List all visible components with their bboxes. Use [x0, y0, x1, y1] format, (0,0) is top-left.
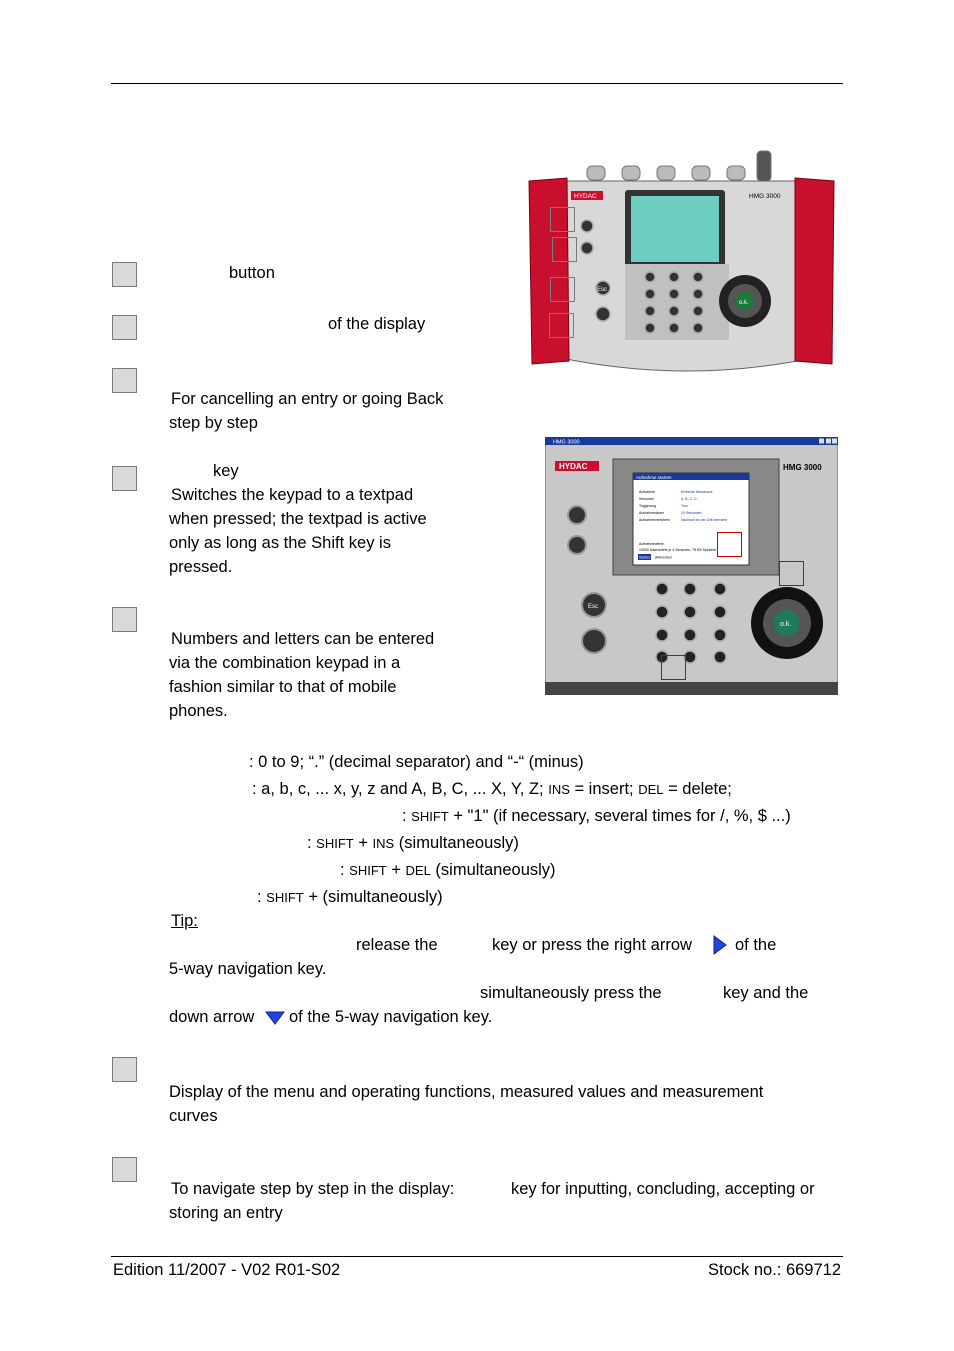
number-box-1: [112, 262, 137, 287]
entry4-b: +: [353, 834, 373, 852]
item6-line1: Display of the menu and operating functions, measured values and measurement: [169, 1083, 764, 1101]
dialog-row-1-key: Sensoren: [639, 497, 654, 501]
item3-line2: step by step: [169, 414, 258, 432]
screen-model: HMG 3000: [783, 463, 822, 472]
tip-line1-a: release the: [356, 936, 438, 954]
callout-2b: [779, 561, 804, 586]
tip-line4-a: down arrow: [169, 1008, 255, 1026]
entry4-c: (simultaneously): [394, 834, 519, 852]
entry2-ins: INS: [548, 782, 570, 797]
item3-line1: For cancelling an entry or going Back: [171, 390, 444, 408]
dialog-cancel-button[interactable]: Abbrechen: [655, 555, 672, 560]
entry3-b: + "1" (if necessary, several times for /, %, $ ...): [448, 807, 791, 825]
tip-line3-a: simultaneously press the: [480, 984, 662, 1002]
item2-label: of the display: [328, 315, 426, 333]
footer-edition: Edition 11/2007 - V02 R01-S02: [113, 1261, 341, 1279]
tip-line1-b: key or press the right arrow: [492, 936, 692, 954]
dialog-row-3-val: 10 Sekunden: [681, 511, 702, 515]
number-box-4: [112, 466, 137, 491]
header-rule: [111, 83, 843, 84]
screen-ok-label: o.k.: [780, 621, 792, 628]
entry6-shift: SHIFT: [266, 890, 304, 905]
tip-line1-c: of the: [735, 936, 777, 954]
item5-line2: via the combination keypad in a: [169, 654, 401, 672]
entry4-a: :: [307, 834, 317, 852]
item7-a: To navigate step by step in the display:: [171, 1180, 455, 1198]
dialog-info: 10000 Datenwerte je 4 Sensoren, 75 KB Speicher: [639, 548, 717, 552]
item7-c: storing an entry: [169, 1204, 283, 1222]
tip-label: Tip:: [171, 912, 198, 930]
screen-esc-label: Esc: [588, 604, 599, 610]
entry5-c: (simultaneously): [430, 861, 556, 879]
item4-key: key: [213, 462, 239, 480]
entry2-c: = delete;: [663, 780, 732, 798]
dialog-row-2-val: Tmo: [681, 504, 688, 508]
dialog-row-3-key: Aufnahmedauer: [639, 511, 664, 515]
entry2-b: = insert;: [569, 780, 639, 798]
entry5-shift: SHIFT: [349, 863, 387, 878]
device-esc-label: Esc: [597, 287, 608, 293]
item5-line3: fashion similar to that of mobile: [169, 678, 397, 696]
item4-line2: when pressed; the textpad is active: [169, 510, 427, 528]
entry6-a: :: [257, 888, 267, 906]
dialog-row-0-val: Einfache Messkurve: [681, 490, 713, 494]
right-arrow-icon: [713, 935, 727, 955]
footer-stock: Stock no.: 669712: [707, 1261, 841, 1279]
callout-1a: [550, 207, 575, 232]
screen-brand: HYDAC: [559, 462, 588, 471]
device-ok-label: o.k.: [739, 300, 749, 306]
entry2-a: : a, b, c, ... x, y, z and A, B, C, ... X, Y, Z;: [252, 780, 549, 798]
device-screen: [631, 196, 719, 262]
entry5-b: +: [386, 861, 406, 879]
dialog-info-title: Aufnahmewerte:: [639, 542, 665, 546]
item4-line4: pressed.: [169, 558, 233, 576]
down-arrow-icon: [265, 1011, 285, 1025]
callout-1d: [549, 313, 574, 338]
tip-line4-b: of the 5-way navigation key.: [289, 1008, 493, 1026]
callout-2c: [661, 655, 686, 680]
callout-1b: [552, 237, 577, 262]
window-title: HMG 3000: [553, 439, 580, 446]
entry5-a: :: [340, 861, 350, 879]
entry-letters: [252, 777, 732, 802]
item6-line2: curves: [169, 1107, 218, 1125]
entry3-shift: SHIFT: [411, 809, 449, 824]
item4-line3: only as long as the Shift key is: [169, 534, 391, 552]
footer-rule: [111, 1256, 843, 1257]
connector-icons: [587, 151, 771, 181]
callout-1c: [550, 277, 575, 302]
item7-b: key for inputting, concluding, accepting or: [511, 1180, 815, 1198]
dialog-start-button[interactable]: Starten: [639, 555, 651, 560]
device-model: HMG 3000: [749, 193, 781, 200]
dialog-row-4-val: Nachlauf an der Zeit beenden: [681, 518, 728, 522]
number-box-5: [112, 607, 137, 632]
dialog-row-0-key: Aufnahme: [639, 490, 655, 494]
dialog-row-4-key: Aufnahmeverfahren: [639, 518, 670, 522]
item4-line1: Switches the keypad to a textpad: [171, 486, 414, 504]
number-box-7: [112, 1157, 137, 1182]
item5-line1: Numbers and letters can be entered: [171, 630, 435, 648]
entry5-del: DEL: [405, 863, 431, 878]
entry-special-chars: [402, 804, 791, 829]
entry3-a: :: [402, 807, 412, 825]
entry4-shift: SHIFT: [316, 836, 354, 851]
tip-line3-b: key and the: [723, 984, 809, 1002]
tip-line2: 5-way navigation key.: [169, 960, 327, 978]
entry-shift-combo: [257, 885, 443, 910]
entry2-del: DEL: [638, 782, 664, 797]
device-brand: HYDAC: [574, 193, 597, 200]
dialog-row-1-val: A, B, C, D: [681, 497, 697, 501]
callout-2a: [717, 532, 742, 557]
entry-numbers: : 0 to 9; “.” (decimal separator) and “-“ (minus): [249, 753, 584, 771]
number-box-3: [112, 368, 137, 393]
item1-label: button: [229, 264, 275, 282]
entry-delete: [340, 858, 556, 883]
number-box-2: [112, 315, 137, 340]
entry6-b: + (simultaneously): [303, 888, 443, 906]
dialog-title: Aufnahme starten: [636, 475, 672, 480]
entry4-ins: INS: [372, 836, 395, 851]
entry-insert: [307, 831, 519, 856]
dialog-row-2-key: Triggerung: [639, 504, 656, 508]
hmg3000-device-illustration: [527, 146, 837, 381]
item5-line4: phones.: [169, 702, 228, 720]
number-box-6: [112, 1057, 137, 1082]
